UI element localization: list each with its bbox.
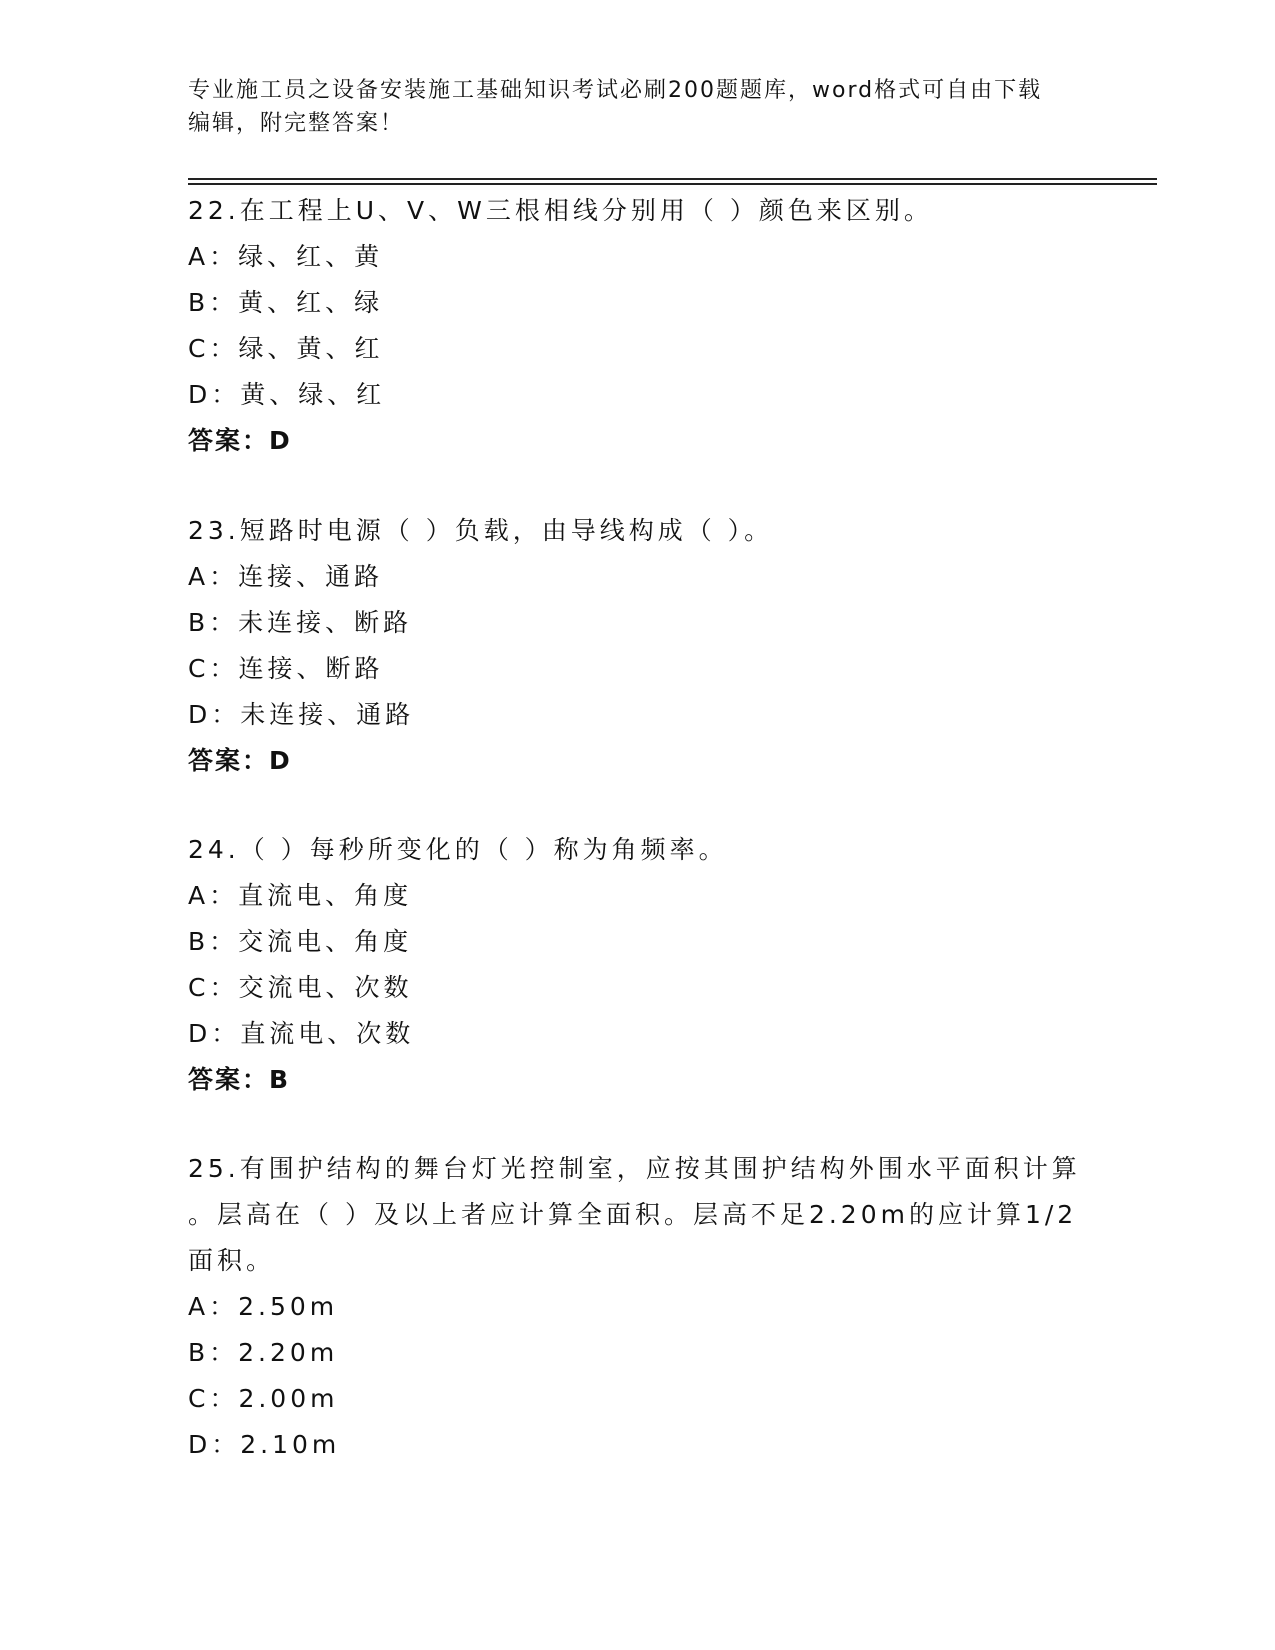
question-stem <box>188 508 1088 554</box>
question-24 <box>188 827 1088 1103</box>
option-d: D：未连接、通路 <box>188 700 415 729</box>
option-a: A：直流电、角度 <box>188 881 413 910</box>
option-b: B：交流电、角度 <box>188 927 413 956</box>
option-a: A：连接、通路 <box>188 562 384 591</box>
question-stem <box>188 1146 1088 1284</box>
header-line-1: 专业施工员之设备安装施工基础知识考试必刷200题题库，word格式可自由下载 <box>188 78 1043 103</box>
option-c: C：连接、断路 <box>188 654 384 683</box>
option-c: C：2.00m <box>188 1384 339 1413</box>
question-stem-line: 面积。 <box>188 1246 276 1275</box>
option-c: C：交流电、次数 <box>188 973 413 1002</box>
answer-label: 答案：D <box>188 746 292 775</box>
answer-label: 答案：D <box>188 426 292 455</box>
question-stem-line: 23.短路时电源（ ）负载，由导线构成（ ）。 <box>188 516 774 545</box>
question-stem-line: 24.（ ）每秒所变化的（ ）称为角频率。 <box>188 835 728 864</box>
option-d: D：2.10m <box>188 1430 341 1459</box>
question-stem-line: 22.在工程上U、V、W三根相线分别用（ ）颜色来区别。 <box>188 196 933 225</box>
option-b: B：2.20m <box>188 1338 339 1367</box>
answer-label: 答案：B <box>188 1065 291 1094</box>
option-d: D：黄、绿、红 <box>188 380 386 409</box>
question-stem <box>188 188 1088 234</box>
option-b: B：黄、红、绿 <box>188 288 384 317</box>
question-stem-line: 25.有围护结构的舞台灯光控制室，应按其围护结构外围水平面积计算 <box>188 1154 1081 1183</box>
question-23 <box>188 508 1088 784</box>
option-c: C：绿、黄、红 <box>188 334 384 363</box>
option-a: A：绿、红、黄 <box>188 242 384 271</box>
option-b: B：未连接、断路 <box>188 608 413 637</box>
question-stem-line: 。层高在（ ）及以上者应计算全面积。层高不足2.20m的应计算1/2 <box>188 1200 1078 1229</box>
header-divider-top <box>188 178 1157 180</box>
question-stem <box>188 827 1088 873</box>
option-d: D：直流电、次数 <box>188 1019 415 1048</box>
question-22 <box>188 188 1088 464</box>
question-25 <box>188 1146 1088 1468</box>
header-line-2: 编辑，附完整答案！ <box>188 111 405 136</box>
header-divider-bottom <box>188 183 1157 185</box>
option-a: A：2.50m <box>188 1292 339 1321</box>
document-header <box>188 74 1068 140</box>
